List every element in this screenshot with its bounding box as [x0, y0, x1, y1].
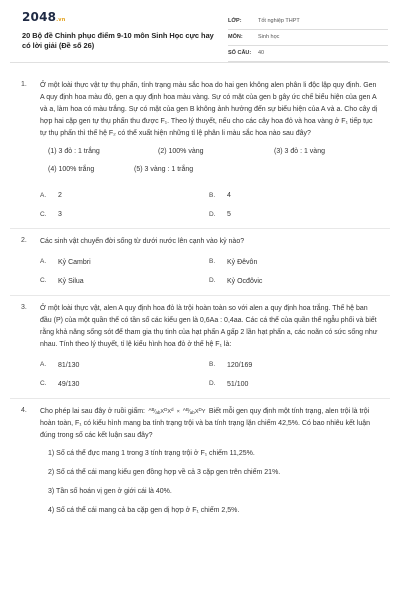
- question-text-body: Biết mỗi gen quy định một tính trạng, alen trội là trội hoàn toàn, F₁ có kiểu hình mang ba tính trạng trội và ba tính trạng lặn chiếm 42,5%. Có bao nhiêu kết luận đúng trong số các kết luận sau đây?: [40, 407, 371, 439]
- answer-option-b[interactable]: [209, 253, 378, 272]
- sub-option: (3) 3 đỏ : 1 vàng: [274, 148, 325, 156]
- document-header: [0, 0, 400, 62]
- meta-value: Tốt nghiệp THPT: [258, 17, 300, 24]
- question-list: [0, 64, 400, 524]
- answer-option-d[interactable]: [209, 375, 378, 394]
- answer-options: [40, 253, 378, 291]
- answer-letter: A.: [40, 361, 47, 369]
- meta-row-class: [228, 14, 388, 30]
- meta-value: 40: [258, 49, 265, 56]
- answer-option-a[interactable]: [40, 356, 209, 375]
- answer-letter: C.: [40, 277, 47, 285]
- question-3: [0, 303, 400, 394]
- question-1: [0, 80, 400, 224]
- question-number: 1.: [21, 81, 27, 88]
- meta-table: [228, 14, 388, 62]
- answer-letter: A.: [40, 258, 47, 266]
- meta-label: SỐ CÂU:: [228, 49, 252, 56]
- question-text: Các sinh vật chuyển đời sống từ dưới nước lên cạnh vào kỷ nào?: [40, 238, 245, 246]
- sub-option: (2) 100% vàng: [158, 148, 204, 156]
- answer-letter: C.: [40, 210, 47, 218]
- sub-options: [40, 147, 378, 183]
- answer-text: Kỷ Đêvôn: [227, 259, 258, 267]
- logo-text: 2048: [22, 10, 57, 24]
- statement-item: 1) Số cá thể đực mang 1 trong 3 tính trạng trội ở F₁ chiếm 11,25%.: [48, 449, 255, 457]
- answer-letter: D.: [209, 380, 216, 388]
- meta-row-count: [228, 46, 388, 62]
- question-text: [40, 406, 378, 442]
- answer-options: [40, 186, 378, 224]
- answer-option-b[interactable]: [209, 356, 378, 375]
- sub-option: (1) 3 đỏ : 1 trắng: [48, 148, 100, 156]
- answer-letter: D.: [209, 210, 216, 218]
- statement-item: 3) Tần số hoán vị gen ở giới cái là 40%.: [48, 487, 172, 495]
- question-2: [0, 236, 400, 291]
- answer-text: 4: [227, 192, 231, 200]
- question-divider: [10, 228, 390, 229]
- genotype-formula: $^{AB}⁄_{ab}X^DX^d$ × $^{AB}⁄_{ab}X^DY$: [148, 406, 207, 415]
- sub-option: (5) 3 vàng : 1 trắng: [134, 166, 194, 174]
- answer-letter: B.: [209, 191, 216, 199]
- answer-option-a[interactable]: [40, 186, 209, 205]
- statement-list: [40, 448, 378, 524]
- question-text: Ở một loài thực vật tự thụ phấn, tính trạng màu sắc hoa do hai gen không alen phân li độc lập quy định. Gen A quy định hoa màu đỏ, gen a quy định hoa màu vàng. Sự có mặt của gen b gây ức chế biểu hiện của gen A và a, làm hoa có màu trắng. Sự có mặt của gen B không ảnh hưởng đến sự biểu hiện của A và a. Cho cây dị hợp hai cặp gen tự thụ phấn thu được F₁. Theo lý thuyết, nếu cho các cây hoa đỏ và hoa vàng ở F₁ tiếp tục tự thụ phấn thì thế hệ F₂ có thể xuất hiện những tỉ lệ phân li màu sắc hoa nào sau đây?: [40, 82, 378, 137]
- question-4: [0, 406, 400, 524]
- question-divider: [10, 398, 390, 399]
- answer-letter: B.: [209, 361, 216, 369]
- answer-option-d[interactable]: [209, 272, 378, 291]
- question-number: 2.: [21, 237, 27, 245]
- question-number: 3.: [21, 304, 27, 312]
- logo-suffix: .vn: [56, 17, 66, 23]
- statement-item: 2) Số cá thể cái mang kiểu gen đồng hợp về cả 3 cặp gen trên chiếm 21%.: [48, 468, 281, 476]
- answer-text: 3: [58, 211, 62, 219]
- meta-value: Sinh học: [258, 33, 280, 40]
- header-divider: [10, 62, 390, 63]
- answer-letter: D.: [209, 277, 216, 285]
- answer-text: Kỷ Silua: [58, 278, 84, 286]
- answer-option-c[interactable]: [40, 375, 209, 394]
- answer-option-c[interactable]: [40, 272, 209, 291]
- meta-row-subject: [228, 30, 388, 46]
- answer-option-b[interactable]: [209, 186, 378, 205]
- answer-text: 81/130: [58, 361, 80, 369]
- meta-label: MÔN:: [228, 33, 243, 40]
- answer-text: 2: [58, 192, 62, 200]
- statement-item: 4) Số cá thể cái mang cả ba cặp gen dị hợp ở F₁ chiếm 2,5%.: [48, 506, 240, 514]
- answer-option-a[interactable]: [40, 253, 209, 272]
- answer-text: Kỷ Cambri: [58, 259, 91, 267]
- question-text-intro: Cho phép lai sau đây ở ruồi giấm:: [40, 407, 145, 415]
- question-text: Ở một loài thực vật, alen A quy định hoa đỏ là trội hoàn toàn so với alen a quy định hoa trắng. Thế hệ ban đầu (P) của một quần thể có tần số các kiểu gen là 0,6Aa : 0,4aa. Các cá thể của quần thể ngẫu phối và biết rằng khả năng sống sót để tham gia thụ tinh của hạt phấn A gấp 2 lần hạt phấn a, các noãn có sức sống như nhau. Tính theo lý thuyết, tỉ lệ kiểu hình hoa đỏ ở thế hệ F₁ là:: [40, 305, 378, 349]
- document-title: 20 Bộ đề Chinh phục điểm 9-10 môn Sinh Học cực hay có lời giải (Đề số 26): [22, 31, 214, 51]
- answer-option-c[interactable]: [40, 205, 209, 224]
- question-number: 4.: [21, 406, 27, 414]
- answer-text: 49/130: [58, 380, 80, 388]
- answer-letter: C.: [40, 380, 47, 388]
- sub-option: (4) 100% trắng: [48, 166, 95, 174]
- answer-option-d[interactable]: [209, 205, 378, 224]
- answer-options: [40, 356, 378, 394]
- question-divider: [10, 295, 390, 296]
- answer-letter: B.: [209, 258, 216, 266]
- answer-text: 51/100: [227, 380, 249, 388]
- answer-letter: A.: [40, 191, 47, 199]
- answer-text: 120/169: [227, 361, 253, 369]
- meta-label: LỚP:: [228, 17, 242, 24]
- answer-text: Kỷ Ocđôvic: [227, 278, 263, 286]
- answer-text: 5: [227, 211, 231, 219]
